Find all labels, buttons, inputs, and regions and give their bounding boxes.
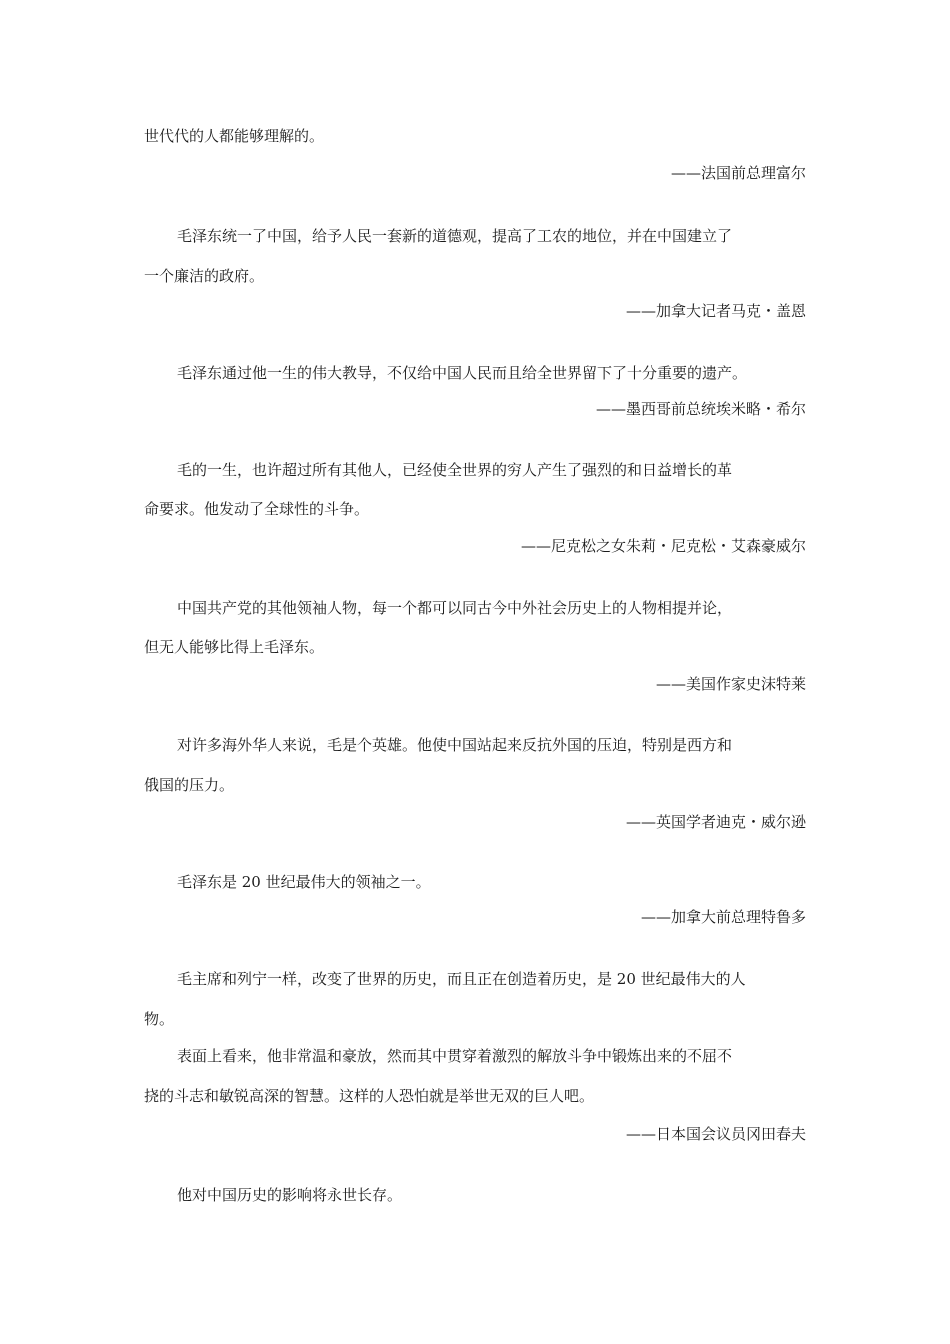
quote-paragraph: 表面上看来，他非常温和豪放，然而其中贯穿着激烈的解放斗争中锻炼出来的不屈不 [177,1047,733,1065]
quote-paragraph-cont: 挠的斗志和敏锐高深的智慧。这样的人恐怕就是举世无双的巨人吧。 [144,1087,595,1105]
attribution-faure: ——法国前总理富尔 [670,164,806,182]
attribution-okada: ——日本国会议员冈田春夫 [625,1125,806,1143]
quote-paragraph: 毛的一生，也许超过所有其他人，已经使全世界的穷人产生了强烈的和日益增长的革 [177,461,733,479]
attribution-gil: ——墨西哥前总统埃米略・希尔 [595,400,806,418]
attribution-gayn: ——加拿大记者马克・盖恩 [625,302,806,320]
quote-paragraph-cont: 俄国的压力。 [144,776,235,794]
attribution-eisenhower: ——尼克松之女朱莉・尼克松・艾森豪威尔 [520,537,806,555]
quote-paragraph: 毛主席和列宁一样，改变了世界的历史，而且正在创造着历史，是 20 世纪最伟大的人 [177,970,746,988]
quote-paragraph: 对许多海外华人来说，毛是个英雄。他使中国站起来反抗外国的压迫，特别是西方和 [177,736,733,754]
attribution-wilson: ——英国学者迪克・威尔逊 [625,813,806,831]
quote-paragraph: 毛泽东统一了中国，给予人民一套新的道德观，提高了工农的地位，并在中国建立了 [177,227,733,245]
quote-continuation: 世代代的人都能够理解的。 [144,127,325,145]
quote-paragraph-cont: 一个廉洁的政府。 [144,267,265,285]
attribution-trudeau: ——加拿大前总理特鲁多 [640,908,806,926]
quote-paragraph: 中国共产党的其他领袖人物，每一个都可以同古今中外社会历史上的人物相提并论， [177,599,733,617]
quote-paragraph-cont: 但无人能够比得上毛泽东。 [144,638,325,656]
quote-paragraph-cont: 物。 [144,1010,175,1028]
quote-paragraph: 他对中国历史的影响将永世长存。 [177,1186,403,1204]
quote-paragraph-cont: 命要求。他发动了全球性的斗争。 [144,500,370,518]
attribution-smedley: ——美国作家史沫特莱 [655,675,806,693]
quote-paragraph: 毛泽东通过他一生的伟大教导，不仅给中国人民而且给全世界留下了十分重要的遗产。 [177,364,748,382]
quote-paragraph: 毛泽东是 20 世纪最伟大的领袖之一。 [177,873,431,891]
